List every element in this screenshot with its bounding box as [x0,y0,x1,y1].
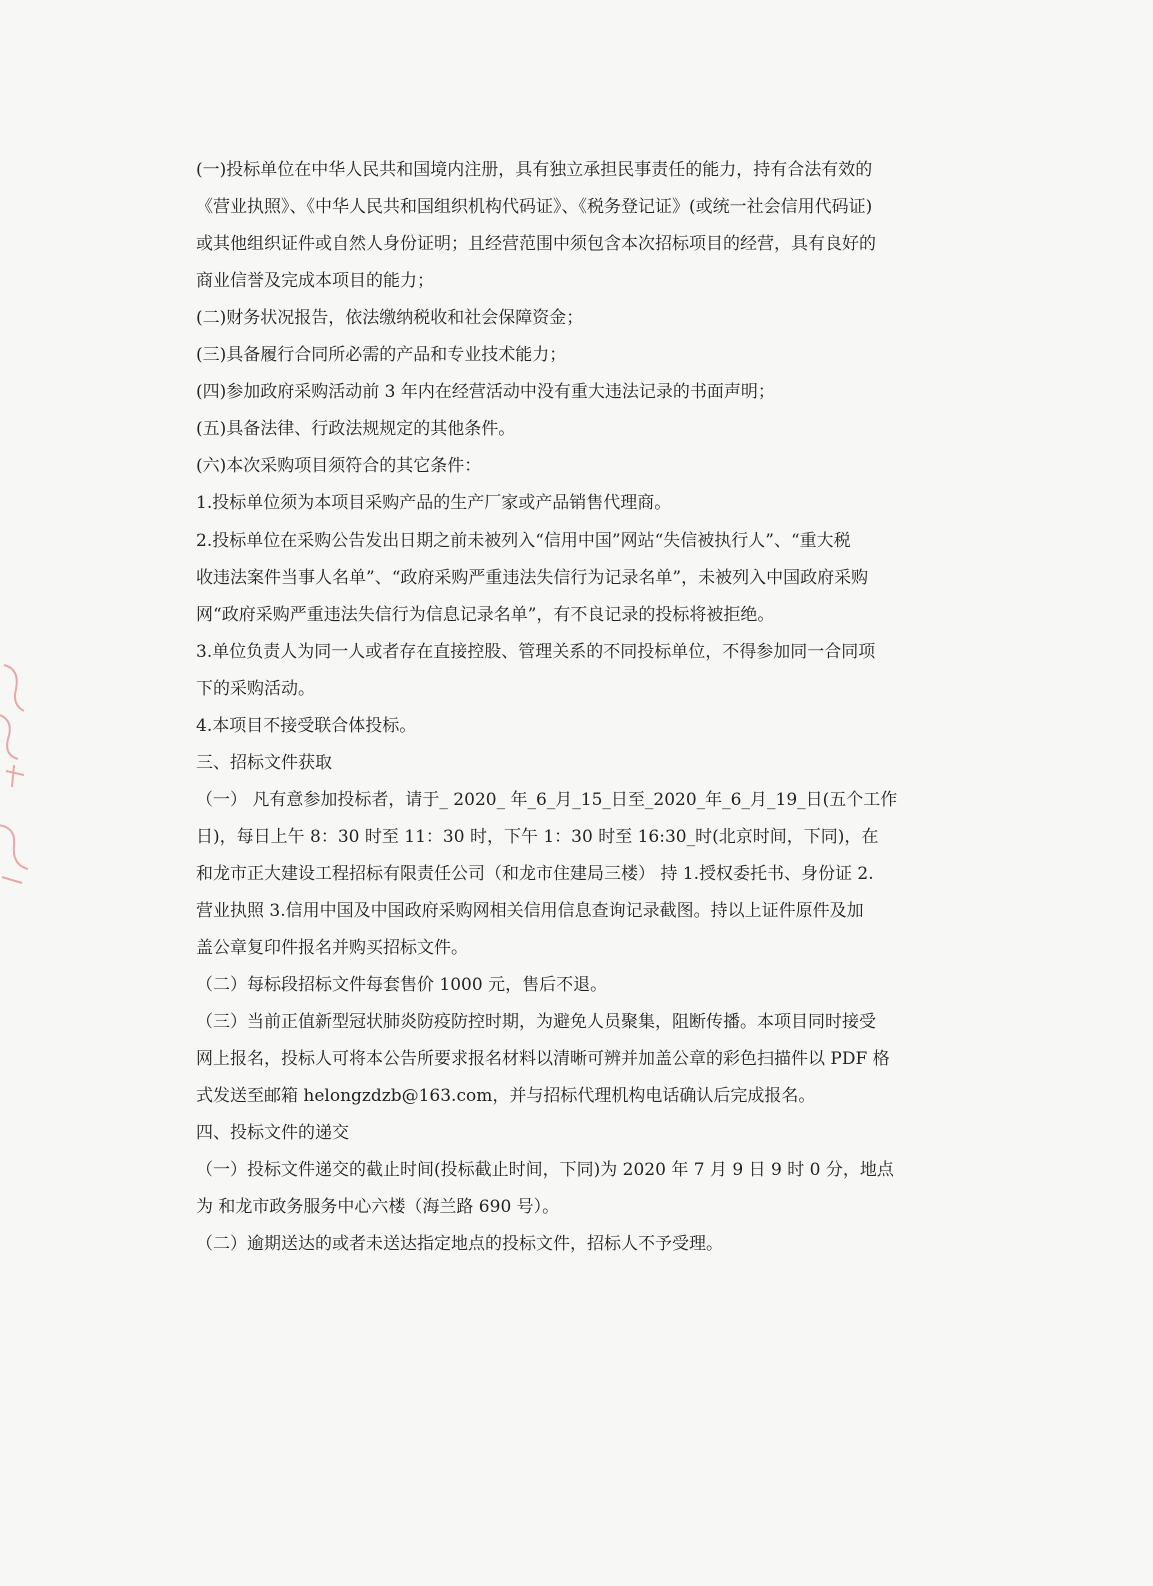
section-heading: 三、招标文件获取 [196,753,332,773]
text-line: （三）当前正值新型冠状肺炎防疫防控时期，为避免人员聚集，阻断传播。本项目同时接受 [196,1012,876,1032]
text-line: 下的采购活动。 [196,679,315,699]
text-line: 式发送至邮箱 helongzdzb@163.com，并与招标代理机构电话确认后完成报名。 [196,1086,816,1106]
text-line: （二）每标段招标文件每套售价 1000 元，售后不退。 [196,975,608,995]
seal-stamp-fragment [0,655,36,895]
section-heading: 四、投标文件的递交 [196,1123,349,1143]
text-line: 营业执照 3.信用中国及中国政府采购网相关信用信息查询记录截图。持以上证件原件及加 [196,901,864,921]
text-line: (一)投标单位在中华人民共和国境内注册，具有独立承担民事责任的能力，持有合法有效的 [196,160,873,180]
text-line: (四)参加政府采购活动前 3 年内在经营活动中没有重大违法记录的书面声明； [196,382,775,402]
text-line: 《营业执照》、《中华人民共和国组织机构代码证》、《税务登记证》(或统一社会信用代码证) [196,197,873,217]
text-line: 盖公章复印件报名并购买招标文件。 [196,938,468,958]
text-line: 或其他组织证件或自然人身份证明；且经营范围中须包含本次招标项目的经营，具有良好的 [196,234,876,254]
text-line: （一）投标文件递交的截止时间(投标截止时间，下同)为 2020 年 7 月 9 日 9 时 0 分，地点 [196,1160,894,1180]
text-line: 网上报名，投标人可将本公告所要求报名材料以清晰可辨并加盖公章的彩色扫描件以 PDF 格 [196,1049,890,1069]
text-line: 日)，每日上午 8：30 时至 11：30 时，下午 1：30 时至 16:30_时(北京时间，下同)，在 [196,827,879,847]
text-line: 1.投标单位须为本项目采购产品的生产厂家或产品销售代理商。 [196,493,672,513]
text-line: 商业信誉及完成本项目的能力； [196,271,434,291]
text-line: 2.投标单位在采购公告发出日期之前未被列入“信用中国”网站“失信被执行人”、“重大税 [196,531,851,551]
text-line: (五)具备法律、行政法规规定的其他条件。 [196,419,516,439]
text-line: 和龙市正大建设工程招标有限责任公司（和龙市住建局三楼） 持 1.授权委托书、身份证 2. [196,864,874,884]
text-line: 为 和龙市政务服务中心六楼（海兰路 690 号）。 [196,1197,560,1217]
text-line: 收违法案件当事人名单”、“政府采购严重违法失信行为记录名单”，未被列入中国政府采购 [196,568,869,588]
text-line: （一） 凡有意参加投标者，请于_ 2020_ 年_6_月_15_日至_2020_年_6_月_19_日(五个工作 [196,790,898,810]
text-line: （二）逾期送达的或者未送达指定地点的投标文件，招标人不予受理。 [196,1234,723,1254]
text-line: (六)本次采购项目须符合的其它条件： [196,456,482,476]
text-line: 网“政府采购严重违法失信行为信息记录名单”，有不良记录的投标将被拒绝。 [196,605,775,625]
text-line: (二)财务状况报告，依法缴纳税收和社会保障资金； [196,308,584,328]
text-line: 4.本项目不接受联合体投标。 [196,716,417,736]
text-line: 3.单位负责人为同一人或者存在直接控股、管理关系的不同投标单位，不得参加同一合同项 [196,642,876,662]
text-line: (三)具备履行合同所必需的产品和专业技术能力； [196,345,567,365]
